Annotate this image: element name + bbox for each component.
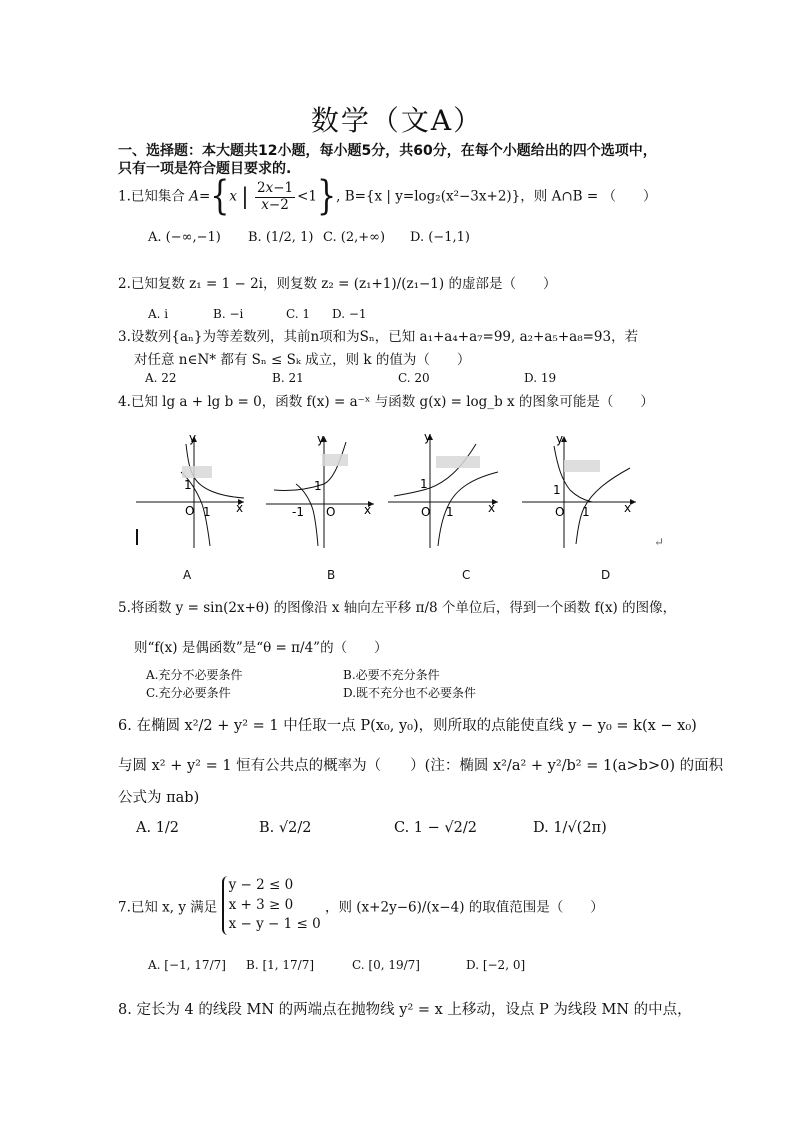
q1-option-b: B. (1/2, 1) <box>248 230 314 245</box>
q1-option-a: A. (−∞,−1) <box>148 230 221 245</box>
question-3-line2: 对任意 n∈N* 都有 Sₙ ≤ Sₖ 成立，则 k 的值为（ ） <box>134 352 471 368</box>
svg-text:y: y <box>556 432 564 446</box>
graph-c-label: C <box>462 568 471 582</box>
graph-a-label: A <box>183 568 192 582</box>
q3-option-d: D. 19 <box>524 371 557 385</box>
question-4: 4.已知 lg a + lg b = 0，函数 f(x) = a⁻ˣ 与函数 g(x) = log_b x 的图象可能是（ ） <box>118 394 654 410</box>
q2-option-c: C. 1 <box>286 307 311 321</box>
svg-text:y: y <box>424 430 432 444</box>
q5-option-b: B.必要不充分条件 <box>343 668 440 682</box>
svg-text:x: x <box>488 501 496 515</box>
svg-text:1: 1 <box>446 505 454 519</box>
q2-option-a: A. i <box>148 307 169 321</box>
question-7: 7.已知 x, y 满足 y − 2 ≤ 0 x + 3 ≥ 0 x − y − 1 ≤ 0 ，则 (x+2y−6)/(x−4) 的取值范围是（ ） <box>118 876 604 935</box>
curve-exp <box>394 444 476 496</box>
blurred-label <box>322 454 348 466</box>
q6-option-d: D. 1/√(2π) <box>533 820 607 836</box>
svg-text:-1: -1 <box>292 505 304 519</box>
svg-text:1: 1 <box>582 505 590 519</box>
page-title: 数学（文A） <box>310 104 484 137</box>
q1-option-d: D. (−1,1) <box>410 230 470 245</box>
blurred-label <box>436 456 480 468</box>
q7-option-d: D. [−2, 0] <box>466 958 526 972</box>
svg-text:y: y <box>317 432 325 446</box>
section-header-line2: 只有一项是符合题目要求的. <box>118 161 292 177</box>
question-6-line1: 6. 在椭圆 x²/2 + y² = 1 中任取一点 P(x₀, y₀)，则所取的点能使直线 y − y₀ = k(x − x₀) <box>118 718 697 734</box>
svg-text:O: O <box>555 505 565 519</box>
question-2: 2.已知复数 z₁ = 1 − 2i，则复数 z₂ = (z₁+1)/(z₁−1) 的虚部是（ ） <box>118 276 557 292</box>
graph-b-label: B <box>327 568 336 582</box>
one-y-label: 1 <box>184 478 192 492</box>
q5-option-a: A.充分不必要条件 <box>146 668 243 682</box>
question-6-line3: 公式为 πab) <box>118 790 200 806</box>
q7-option-b: B. [1, 17/7] <box>246 958 315 972</box>
svg-text:x: x <box>364 503 372 517</box>
question-5-line2: 则“f(x) 是偶函数”是“θ = π/4”的（ ） <box>134 640 388 656</box>
q5-option-d: D.既不充分也不必要条件 <box>343 686 477 700</box>
svg-text:1: 1 <box>553 483 561 497</box>
q3-option-b: B. 21 <box>272 371 304 385</box>
q6-option-b: B. √2/2 <box>259 820 312 836</box>
question-8: 8. 定长为 4 的线段 MN 的两端点在抛物线 y² = x 上移动，设点 P 为线段 MN 的中点， <box>118 1002 692 1018</box>
q7-option-c: C. [0, 19/7] <box>352 958 420 972</box>
question-5-line1: 5.将函数 y = sin(2x+θ) 的图像沿 x 轴向左平移 π/8 个单位后，得到一个函数 f(x) 的图像， <box>118 600 677 616</box>
svg-text:O: O <box>326 505 336 519</box>
graph-d-label: D <box>601 568 611 582</box>
curve-exp <box>274 442 346 491</box>
graph-d <box>522 432 642 550</box>
constraint-system: y − 2 ≤ 0 x + 3 ≥ 0 x − y − 1 ≤ 0 <box>222 876 321 935</box>
x-label: x <box>236 501 244 515</box>
svg-text:1: 1 <box>314 479 322 493</box>
q7-option-a: A. [−1, 17/7] <box>148 958 226 972</box>
svg-text:1: 1 <box>420 477 428 491</box>
graph-a <box>136 432 248 550</box>
q6-option-c: C. 1 − √2/2 <box>394 820 477 836</box>
question-6-line2: 与圆 x² + y² = 1 恒有公共点的概率为（ ）(注：椭圆 x²/a² + y²/b² = 1(a>b>0) 的面积 <box>118 758 724 774</box>
q5-option-c: C.充分必要条件 <box>146 686 231 700</box>
q1-option-c: C. (2,+∞) <box>323 230 386 245</box>
set-b: B={x | y=log₂(x²−3x+2)} <box>344 188 521 205</box>
section-header-line1: 一、选择题：本大题共12小题，每小题5分，共60分，在每个小题给出的四个选项中， <box>118 143 657 159</box>
q2-option-b: B. −i <box>213 307 244 321</box>
q6-option-a: A. 1/2 <box>136 820 180 836</box>
return-mark: ↵ <box>654 535 665 549</box>
blurred-label <box>182 466 212 478</box>
question-1: 1.已知集合 A={x | $\frac{2x-1}{x-2}$ <1}, B={x | y=log₂(x²−3x+2)}，则 A∩B = （ ） <box>118 172 657 220</box>
q3-option-c: C. 20 <box>398 371 430 385</box>
svg-text:O: O <box>421 505 431 519</box>
q3-option-a: A. 22 <box>145 371 177 385</box>
question-3-line1: 3.设数列{aₙ}为等差数列，其前n项和为Sₙ，已知 a₁+a₄+a₇=99, a₂+a₅+a₈=93，若 <box>118 329 639 345</box>
origin-label: O <box>185 504 195 518</box>
one-x-label: 1 <box>203 505 211 519</box>
q2-option-d: D. −1 <box>332 307 367 321</box>
graph-b <box>266 430 378 550</box>
text-cursor <box>136 529 138 545</box>
blurred-label <box>564 460 600 472</box>
svg-text:x: x <box>624 501 632 515</box>
y-label: y <box>189 432 197 445</box>
graph-c <box>388 430 504 550</box>
